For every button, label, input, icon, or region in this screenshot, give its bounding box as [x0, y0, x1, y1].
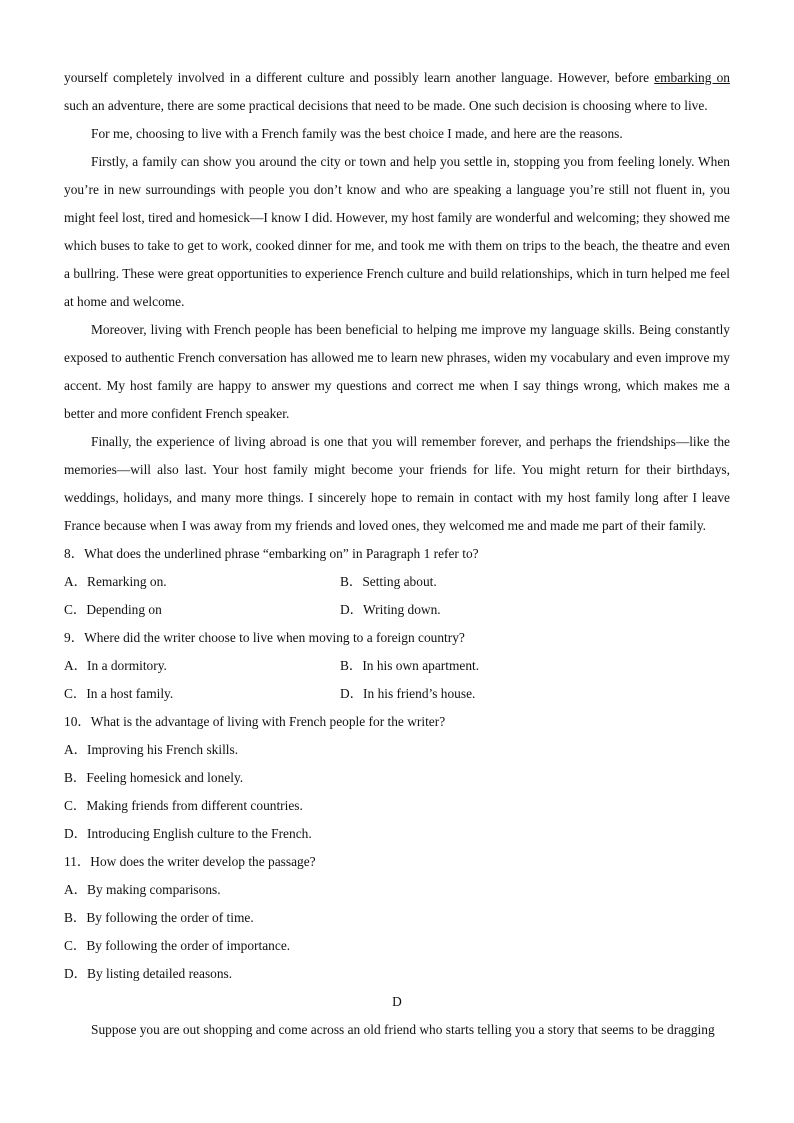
paragraph-2: For me, choosing to live with a French family was the best choice I made, and here are the reasons.: [91, 126, 623, 141]
question-8: [64, 540, 730, 624]
option-a: A．Improving his French skills.: [64, 742, 239, 757]
paragraph-1-line-2: such an adventure, there are some practical decisions that need to be made. One such decision is choosing where to live.: [64, 98, 708, 113]
option-b: B．Setting about.: [340, 574, 437, 589]
question-stem: 8．What does the underlined phrase “embarking on” in Paragraph 1 refer to?: [64, 546, 479, 561]
paragraph-1-text: yourself completely involved in a different culture and possibly learn another language. However, before: [64, 70, 655, 85]
paragraph-1: [64, 64, 730, 120]
option-row: [64, 596, 730, 624]
option-row: [64, 652, 730, 680]
option-c: C．Depending on: [64, 602, 162, 617]
option-row: [64, 680, 730, 708]
option-b: B．In his own apartment.: [340, 658, 480, 673]
paragraph-1-line-1: [64, 64, 730, 92]
option-d: D．In his friend’s house.: [340, 686, 476, 701]
option-c: C．Making friends from different countries.: [64, 798, 303, 813]
document-page: [64, 64, 730, 1044]
underlined-phrase: embarking on: [654, 70, 730, 85]
option-row: [64, 568, 730, 596]
option-d: D．By listing detailed reasons.: [64, 966, 233, 981]
option-a: A．In a dormitory.: [64, 658, 167, 673]
question-10: [64, 708, 730, 848]
paragraph-4: Moreover, living with French people has been beneficial to helping me improve my language skills. Being constantly exposed to authentic French conversation has allowed me to learn new phrases, widen my vocabulary and even improve my accent. My host family are happy to answer my questions and correct me when I say things wrong, which makes me a better and more confident French speaker.: [64, 322, 730, 421]
option-a: A．By making comparisons.: [64, 882, 221, 897]
question-stem: 9．Where did the writer choose to live when moving to a foreign country?: [64, 630, 465, 645]
question-stem: 11．How does the writer develop the passage?: [64, 854, 316, 869]
option-c: C．In a host family.: [64, 686, 174, 701]
question-stem: 10．What is the advantage of living with French people for the writer?: [64, 714, 446, 729]
option-b: B．Feeling homesick and lonely.: [64, 770, 244, 785]
option-a: A．Remarking on.: [64, 574, 167, 589]
option-d: D．Introducing English culture to the French.: [64, 826, 312, 841]
section-heading: D: [392, 994, 402, 1009]
question-11: [64, 848, 730, 988]
section-d-first-line: Suppose you are out shopping and come across an old friend who starts telling you a story that seems to be dragging: [91, 1022, 715, 1037]
option-b: B．By following the order of time.: [64, 910, 254, 925]
option-c: C．By following the order of importance.: [64, 938, 291, 953]
paragraph-5: Finally, the experience of living abroad is one that you will remember forever, and perhaps the friendships—like the memories—will also last. Your host family might become your friends for life. You might return for their birthdays, weddings, holidays, and many more things. I sincerely hope to remain in contact with my host family long after I leave France because when I was away from my friends and loved ones, they welcomed me and made me part of their family.: [64, 434, 730, 533]
option-d: D．Writing down.: [340, 602, 441, 617]
paragraph-3: Firstly, a family can show you around the city or town and help you settle in, stopping you from feeling lonely. When you’re in new surroundings with people you don’t know and who are speaking a language you’re still not fluent in, you might feel lost, tired and homesick—I know I did. However, my host family are wonderful and welcoming; they showed me which buses to take to get to work, cooked dinner for me, and took me with them on trips to the beach, the theatre and even a bullring. These were great opportunities to experience French culture and build relationships, which in turn helped me feel at home and welcome.: [64, 154, 730, 309]
question-9: [64, 624, 730, 708]
